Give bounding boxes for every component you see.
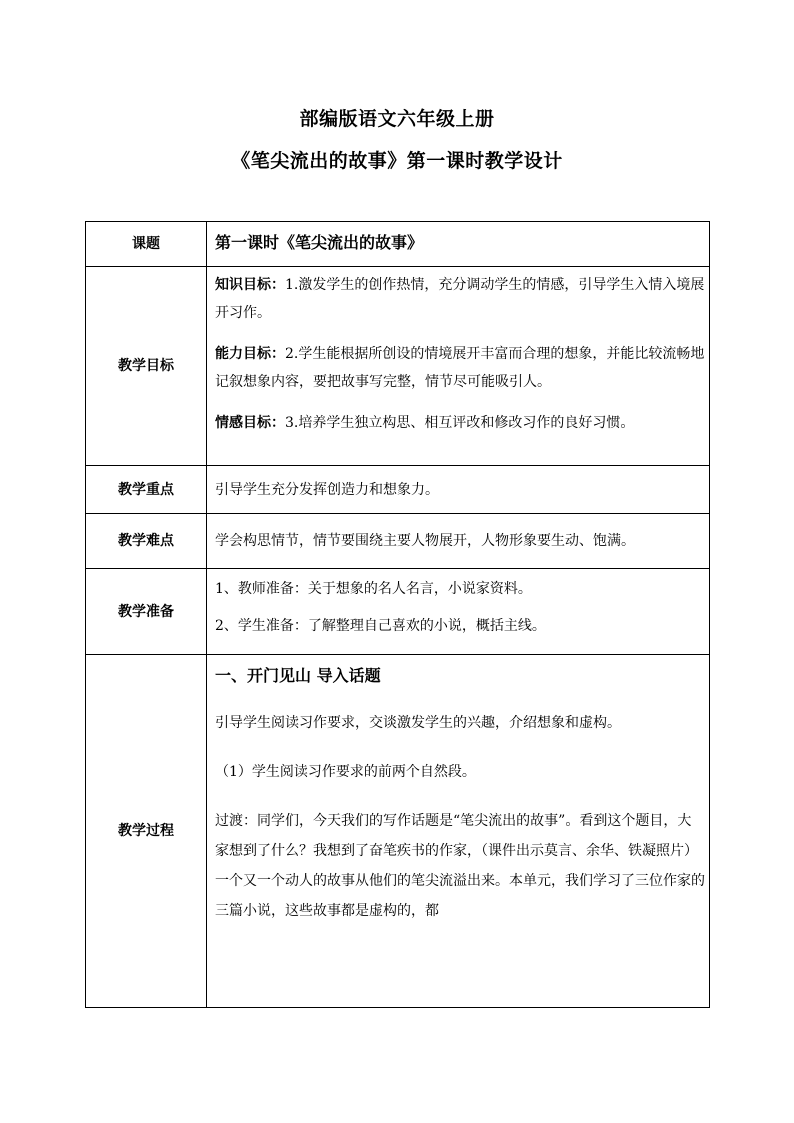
topic-cell <box>207 222 710 267</box>
process-heading: 一、开门见山 导入话题 <box>215 666 381 685</box>
goals-label: 教学目标 <box>86 267 207 466</box>
table-row-preparation <box>86 569 710 655</box>
goal-ability-text: 2.学生能根据所创设的情境展开丰富而合理的想象，并能比较流畅地记叙想象内容，要把故事写完整，情节尽可能吸引人。 <box>215 346 705 390</box>
difficulties-label: 教学难点 <box>86 514 207 569</box>
process-paragraph-3: 过渡：同学们，今天我们的写作话题是“笔尖流出的故事”。看到这个题目，大家想到了什么？我想到了奋笔疾书的作家，（课件出示莫言、余华、铁凝照片）一个又一个动人的故事从他们的笔尖流溢出来。本单元，我们学习了三位作家的三篇小说，这些故事都是虚构的，都 <box>215 813 705 919</box>
table-row-process <box>86 655 710 1008</box>
goals-cell <box>207 267 710 466</box>
topic-label: 课题 <box>86 222 207 267</box>
goal-ability-label: 能力目标： <box>215 346 285 362</box>
key-points-value: 引导学生充分发挥创造力和想象力。 <box>207 466 710 514</box>
process-paragraph-2: （1）学生阅读习作要求的前两个自然段。 <box>215 764 476 780</box>
process-cell <box>207 655 710 1008</box>
key-points-label: 教学重点 <box>86 466 207 514</box>
table-row-difficulties <box>86 514 710 569</box>
lesson-plan-table <box>85 221 710 1008</box>
difficulties-value: 学会构思情节，情节要围绕主要人物展开，人物形象要生动、饱满。 <box>207 514 710 569</box>
table-row-goals <box>86 267 710 466</box>
goal-knowledge-label: 知识目标： <box>215 277 285 293</box>
table-row-topic <box>86 222 710 267</box>
preparation-teacher: 1、教师准备：关于想象的名人名言，小说家资料。 <box>215 581 532 597</box>
table-row-key-points <box>86 466 710 514</box>
document-subtitle: 《笔尖流出的故事》第一课时教学设计 <box>231 150 563 172</box>
goal-emotion-label: 情感目标： <box>215 415 285 431</box>
goal-knowledge <box>215 267 705 327</box>
goal-emotion <box>215 409 705 437</box>
goal-emotion-text: 3.培养学生独立构思、相互评改和修改习作的良好习惯。 <box>285 415 635 431</box>
process-label: 教学过程 <box>86 655 207 1008</box>
preparation-cell <box>207 569 710 655</box>
process-paragraph-1: 引导学生阅读习作要求，交谈激发学生的兴趣，介绍想象和虚构。 <box>215 715 621 731</box>
goal-knowledge-text: 1.激发学生的创作热情，充分调动学生的情感，引导学生入情入境展开习作。 <box>215 277 705 321</box>
document-title: 部编版语文六年级上册 <box>299 108 495 130</box>
preparation-student: 2、学生准备：了解整理自己喜欢的小说，概括主线。 <box>215 618 546 634</box>
topic-value: 第一课时《笔尖流出的故事》 <box>215 233 424 252</box>
goal-ability <box>215 340 705 396</box>
preparation-label: 教学准备 <box>86 569 207 655</box>
